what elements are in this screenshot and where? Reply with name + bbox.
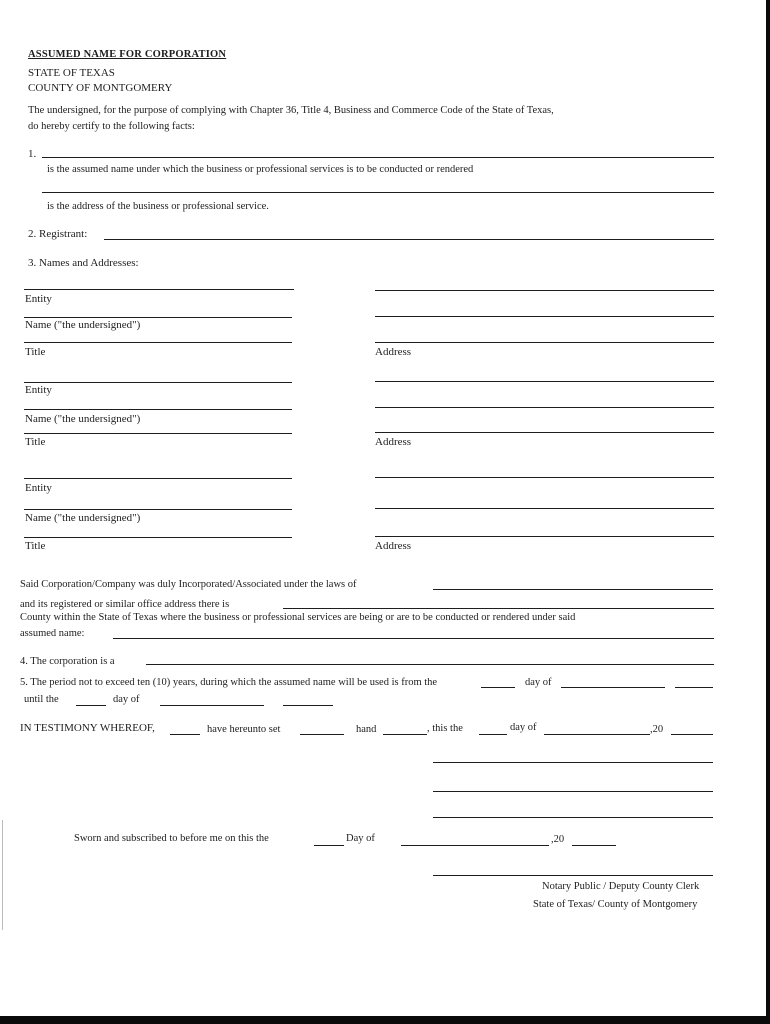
corporation-type-field[interactable] [146, 664, 714, 665]
name-label-3: Name ("the undersigned") [25, 512, 141, 524]
title-field-1[interactable] [24, 342, 292, 343]
name-label-2: Name ("the undersigned") [25, 413, 141, 425]
assumed-name-caption: is the assumed name under which the business or professional services is to be conducted or rendered [47, 164, 474, 175]
sworn-month-field[interactable] [401, 845, 549, 846]
testimony-who-field[interactable] [170, 734, 200, 735]
title-label-3: Title [25, 540, 46, 552]
sworn-year-field[interactable] [572, 845, 616, 846]
county-text: County within the State of Texas where the business or professional services are being or are to be conducted or rendered under said [20, 612, 576, 623]
scan-margin-mark [2, 820, 3, 930]
address-line-3b[interactable] [375, 508, 714, 509]
intro-line-2: do hereby certify to the following facts: [28, 121, 195, 132]
title-field-3[interactable] [24, 537, 292, 538]
notary-jurisdiction: State of Texas/ County of Montgomery [533, 899, 698, 910]
state-of-incorporation-field[interactable] [433, 589, 713, 590]
until-day-field[interactable] [76, 705, 106, 706]
entity-field-1[interactable] [24, 289, 294, 290]
signature-line-2[interactable] [433, 791, 713, 792]
from-month-field[interactable] [561, 687, 665, 688]
name-label-1: Name ("the undersigned") [25, 319, 141, 331]
from-day-field[interactable] [481, 687, 515, 688]
address-label-1: Address [375, 346, 412, 358]
title-label-1: Title [25, 346, 46, 358]
county-label: COUNTY OF MONTGOMERY [28, 82, 173, 94]
name-field-2[interactable] [24, 409, 292, 410]
business-address-caption: is the address of the business or professional service. [47, 201, 269, 212]
entity-field-2[interactable] [24, 382, 292, 383]
address-line-1a[interactable] [375, 290, 714, 291]
sworn-day-field[interactable] [314, 845, 344, 846]
sworn-year-prefix: ,20 [551, 834, 565, 845]
sworn-text: Sworn and subscribed to before me on this the [74, 833, 269, 844]
this-the-text: , this the [427, 723, 463, 734]
item-1-number: 1. [28, 148, 37, 160]
testimony-year-prefix: ,20 [650, 724, 664, 735]
sworn-day-of-label: Day of [346, 833, 375, 844]
address-label-2: Address [375, 436, 412, 448]
address-line-3c[interactable] [375, 536, 714, 537]
entity-label-2: Entity [25, 384, 52, 396]
from-day-of-label: day of [525, 677, 552, 688]
from-year-field[interactable] [675, 687, 713, 688]
name-field-3[interactable] [24, 509, 292, 510]
incorporated-text: Said Corporation/Company was duly Incorporated/Associated under the laws of [20, 579, 357, 590]
until-year-field[interactable] [283, 705, 333, 706]
title-label-2: Title [25, 436, 46, 448]
notary-signature-line[interactable] [433, 875, 713, 876]
address-line-3a[interactable] [375, 477, 714, 478]
signature-line-1[interactable] [433, 762, 713, 763]
county-assumed-name-field[interactable] [113, 638, 714, 639]
address-line-2a[interactable] [375, 381, 714, 382]
testimony-day-of-label: day of [510, 722, 537, 733]
assumed-name-label: assumed name: [20, 628, 85, 639]
testimony-month-field[interactable] [544, 734, 650, 735]
address-line-2c[interactable] [375, 432, 714, 433]
address-label-3: Address [375, 540, 412, 552]
names-addresses-label: 3. Names and Addresses: [28, 257, 139, 269]
title-field-2[interactable] [24, 433, 292, 434]
testimony-year-field[interactable] [671, 734, 713, 735]
business-address-field[interactable] [42, 192, 714, 193]
address-line-1c[interactable] [375, 342, 714, 343]
until-day-of-label: day of [113, 694, 140, 705]
entity-field-3[interactable] [24, 478, 292, 479]
corporation-type-label: 4. The corporation is a [20, 656, 115, 667]
assumed-name-field[interactable] [42, 157, 714, 158]
form-heading: ASSUMED NAME FOR CORPORATION [28, 49, 227, 60]
hand-text: hand [356, 724, 377, 735]
signature-line-3[interactable] [433, 817, 713, 818]
testimony-hand-field[interactable] [383, 734, 427, 735]
registrant-field[interactable] [104, 239, 714, 240]
office-address-text: and its registered or similar office address there is [20, 599, 230, 610]
entity-label-3: Entity [25, 482, 52, 494]
name-field-1[interactable] [24, 317, 292, 318]
intro-line-1: The undersigned, for the purpose of complying with Chapter 36, Title 4, Business and Commerce Code of the State of Texas, [28, 105, 554, 116]
period-text: 5. The period not to exceed ten (10) years, during which the assumed name will be used is from the [20, 677, 438, 688]
notary-title: Notary Public / Deputy County Clerk [542, 881, 700, 892]
testimony-text: IN TESTIMONY WHEREOF, [20, 722, 155, 734]
testimony-pronoun-field[interactable] [300, 734, 344, 735]
entity-label-1: Entity [25, 293, 52, 305]
until-the-label: until the [24, 694, 59, 705]
until-month-field[interactable] [160, 705, 264, 706]
testimony-day-field[interactable] [479, 734, 507, 735]
office-address-field[interactable] [283, 608, 714, 609]
address-line-1b[interactable] [375, 316, 714, 317]
address-line-2b[interactable] [375, 407, 714, 408]
state-label: STATE OF TEXAS [28, 67, 115, 79]
registrant-label: 2. Registrant: [28, 228, 88, 240]
have-set-text: have hereunto set [207, 724, 281, 735]
